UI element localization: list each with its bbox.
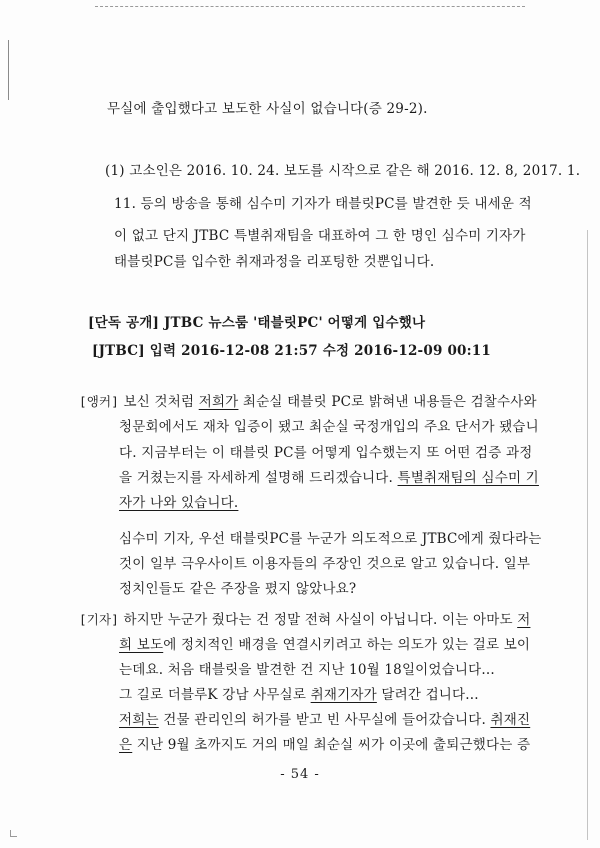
- reporter-line: 은 지난 9월 초까지도 거의 매일 최순실 씨가 이곳에 출퇴근했다는 증: [119, 737, 531, 753]
- article-dateline: [JTBC] 입력 2016-12-08 21:57 수정 2016-12-09 00:11: [92, 343, 491, 359]
- speaker-label-anchor: [앵커]: [79, 394, 120, 409]
- anchor-line: 심수미 기자, 우선 태블릿PC를 누군가 의도적으로 JTBC에게 줬다라는: [119, 531, 542, 547]
- reporter-line: 저희는 건물 관리인의 허가를 받고 빈 사무실에 들어갔습니다. 취재진: [119, 712, 531, 728]
- paragraph-line: 태블릿PC를 입수한 취재과정을 리포팅한 것뿐입니다.: [114, 254, 435, 270]
- text-line: 무실에 출입했다고 보도한 사실이 없습니다(증 29-2).: [107, 101, 428, 117]
- paragraph-line: (1) 고소인은 2016. 10. 24. 보도를 시작으로 같은 해 2016. 12. 8, 2017. 1.: [105, 163, 581, 179]
- reporter-line: 희 보도에 정치적인 배경을 연결시키려고 하는 의도가 있는 걸로 보이: [119, 637, 531, 653]
- reporter-line: 그 길로 더블루K 강남 사무실로 취재기자가 달려간 겁니다...: [119, 687, 479, 703]
- anchor-line: [앵커] 보신 것처럼 저희가 최순실 태블릿 PC로 밝혀낸 내용들은 검찰수사와: [79, 394, 537, 410]
- underlined-text: 저: [517, 612, 531, 628]
- underlined-text: 저희는: [119, 712, 159, 728]
- margin-mark: [587, 230, 588, 840]
- reporter-line: 는데요. 처음 태블릿을 발견한 건 지난 10월 18일이었습니다...: [119, 662, 495, 678]
- underlined-text: 취재기자가: [310, 687, 377, 703]
- anchor-line: 을 거쳤는지를 자세하게 설명해 드리겠습니다. 특별취재팀의 심수미 기: [119, 470, 539, 486]
- underlined-text: 특별취재팀의 심수미 기: [397, 470, 539, 486]
- speaker-label-reporter: [기자]: [79, 612, 120, 627]
- underlined-text: 취재진: [490, 712, 531, 728]
- anchor-line: 다. 지금부터는 이 태블릿 PC를 어떻게 입수했는지 또 어떤 검증 과정: [119, 445, 533, 461]
- anchor-line: 정치인들도 같은 주장을 폈지 않았나요?: [119, 581, 357, 597]
- underlined-text: 저희가: [198, 394, 239, 410]
- margin-mark: [8, 40, 9, 100]
- article-headline: [단독 공개] JTBC 뉴스룸 '태블릿PC' 어떻게 입수했나: [88, 315, 426, 331]
- paragraph-line: 이 없고 단지 JTBC 특별취재팀을 대표하여 그 한 명인 심수미 기자가: [114, 228, 526, 244]
- underlined-text: 희 보도: [119, 637, 164, 653]
- paragraph-line: 11. 등의 방송을 통해 심수미 기자가 태블릿PC를 발견한 듯 내세운 적: [114, 196, 532, 212]
- corner-mark: [10, 830, 17, 837]
- underlined-text: 자가 나와 있습니다.: [119, 495, 239, 511]
- anchor-line: 청문회에서도 재차 입증이 됐고 최순실 국정개입의 주요 단서가 됐습니: [119, 419, 539, 435]
- anchor-line: [119, 494, 238, 512]
- reporter-line: [기자] 하지만 누군가 줬다는 건 정말 전혀 사실이 아닙니다. 이는 아마도 저: [79, 612, 531, 628]
- underlined-text: 은: [119, 737, 133, 753]
- page-number: - 54 -: [280, 767, 320, 782]
- top-rule: [95, 6, 525, 8]
- anchor-line: 것이 일부 극우사이트 이용자들의 주장인 것으로 알고 있습니다. 일부: [119, 556, 531, 572]
